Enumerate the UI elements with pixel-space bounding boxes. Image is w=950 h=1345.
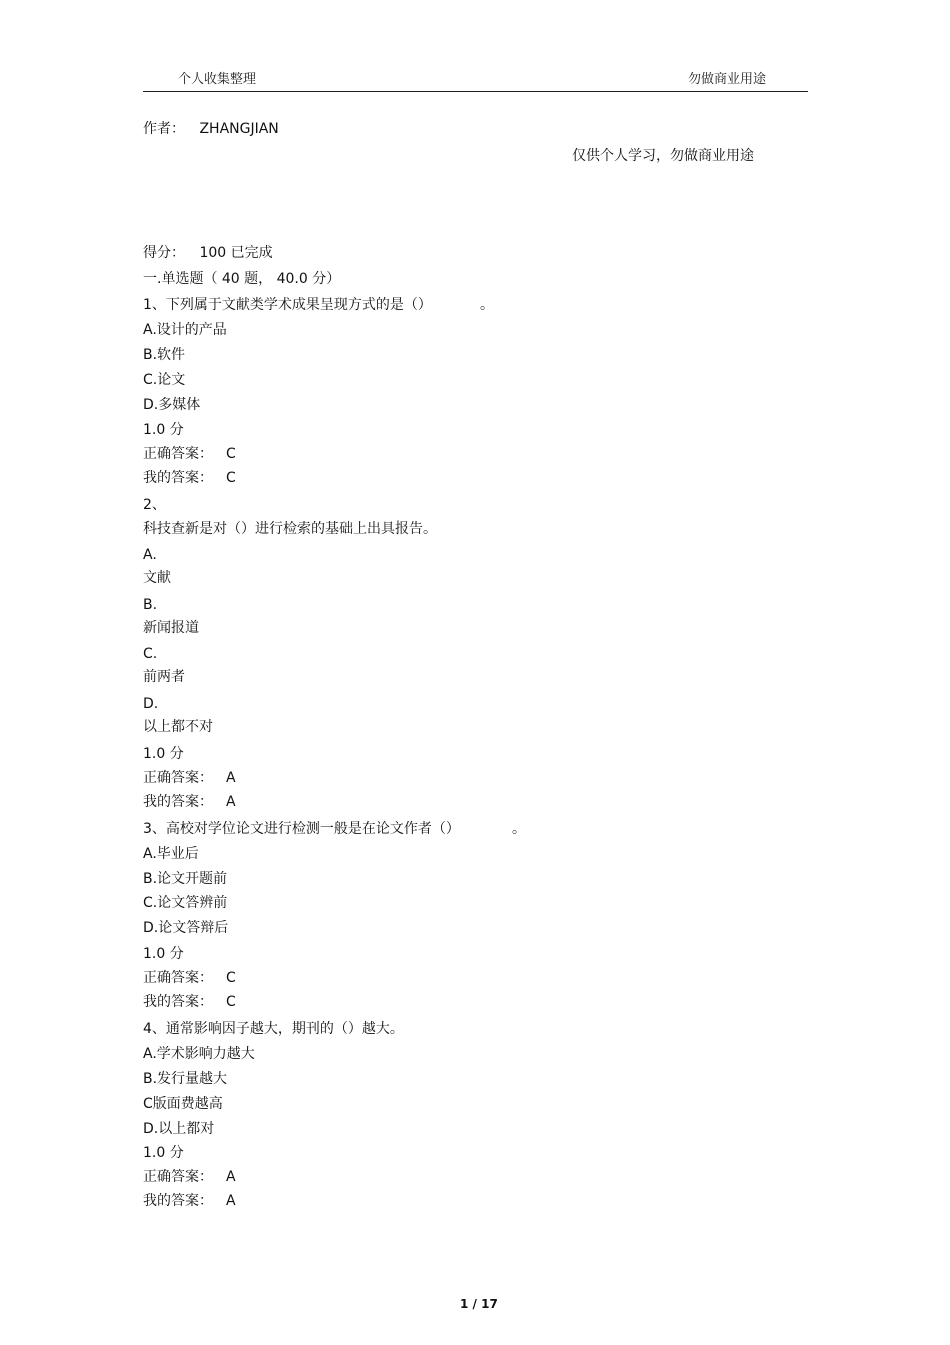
question-number: 2、 — [143, 497, 166, 513]
question-stem: 1、下列属于文献类学术成果呈现方式的是（） — [143, 297, 432, 313]
option-c: C.论文 — [143, 372, 186, 388]
author-label: 作者： — [143, 121, 185, 137]
question-stem: 科技查新是对（）进行检索的基础上出具报告。 — [143, 521, 437, 537]
correct-answer-label: 正确答案： — [143, 446, 213, 462]
option-c-letter: C. — [143, 646, 158, 662]
header-right: 勿做商业用途 — [688, 72, 767, 87]
option-d-text: 以上都不对 — [143, 719, 213, 735]
correct-answer-value: A — [226, 1169, 236, 1185]
option-a-letter: A. — [143, 547, 157, 563]
correct-answer-value: C — [226, 446, 236, 462]
my-answer-label: 我的答案： — [143, 794, 213, 810]
author-name: ZHANGJIAN — [199, 121, 279, 137]
section-title: 一.单选题（ 40 题， 40.0 分） — [143, 271, 341, 287]
header-rule — [143, 91, 808, 92]
option-a: A.设计的产品 — [143, 322, 227, 338]
option-b: B.软件 — [143, 347, 186, 363]
usage-note: 仅供个人学习，勿做商业用途 — [572, 148, 754, 164]
my-answer-value: C — [226, 470, 236, 486]
correct-answer-label: 正确答案： — [143, 1169, 213, 1185]
option-c-text: 前两者 — [143, 669, 185, 685]
option-d-letter: D. — [143, 696, 159, 712]
option-c: C版面费越高 — [143, 1096, 223, 1112]
correct-answer-value: A — [226, 770, 236, 786]
option-d: D.以上都对 — [143, 1121, 215, 1137]
option-d: D.论文答辩后 — [143, 920, 229, 936]
my-answer-label: 我的答案： — [143, 994, 213, 1010]
my-answer-value: C — [226, 994, 236, 1010]
page-number: 1 / 17 — [460, 1297, 498, 1311]
score-value: 100 已完成 — [199, 245, 273, 261]
option-b-letter: B. — [143, 597, 158, 613]
correct-answer-label: 正确答案： — [143, 770, 213, 786]
correct-answer-label: 正确答案： — [143, 970, 213, 986]
option-b-text: 新闻报道 — [143, 620, 199, 636]
option-b: B.发行量越大 — [143, 1071, 228, 1087]
question-points: 1.0 分 — [143, 1145, 184, 1161]
header-left: 个人收集整理 — [178, 72, 257, 87]
option-c: C.论文答辨前 — [143, 895, 228, 911]
question-stem: 4、通常影响因子越大，期刊的（）越大。 — [143, 1021, 404, 1037]
question-stem-end: 。 — [480, 297, 494, 313]
option-d: D.多媒体 — [143, 397, 201, 413]
my-answer-label: 我的答案： — [143, 1193, 213, 1209]
question-points: 1.0 分 — [143, 946, 184, 962]
my-answer-label: 我的答案： — [143, 470, 213, 486]
option-b: B.论文开题前 — [143, 871, 228, 887]
question-stem: 3、高校对学位论文进行检测一般是在论文作者（） — [143, 821, 460, 837]
question-stem-end: 。 — [512, 821, 526, 837]
option-a-text: 文献 — [143, 570, 171, 586]
score-label: 得分： — [143, 245, 185, 261]
correct-answer-value: C — [226, 970, 236, 986]
my-answer-value: A — [226, 1193, 236, 1209]
author-line — [143, 120, 279, 138]
question-points: 1.0 分 — [143, 746, 184, 762]
option-a: A.毕业后 — [143, 846, 199, 862]
my-answer-value: A — [226, 794, 236, 810]
option-a: A.学术影响力越大 — [143, 1046, 255, 1062]
score-line — [143, 244, 273, 262]
question-points: 1.0 分 — [143, 422, 184, 438]
